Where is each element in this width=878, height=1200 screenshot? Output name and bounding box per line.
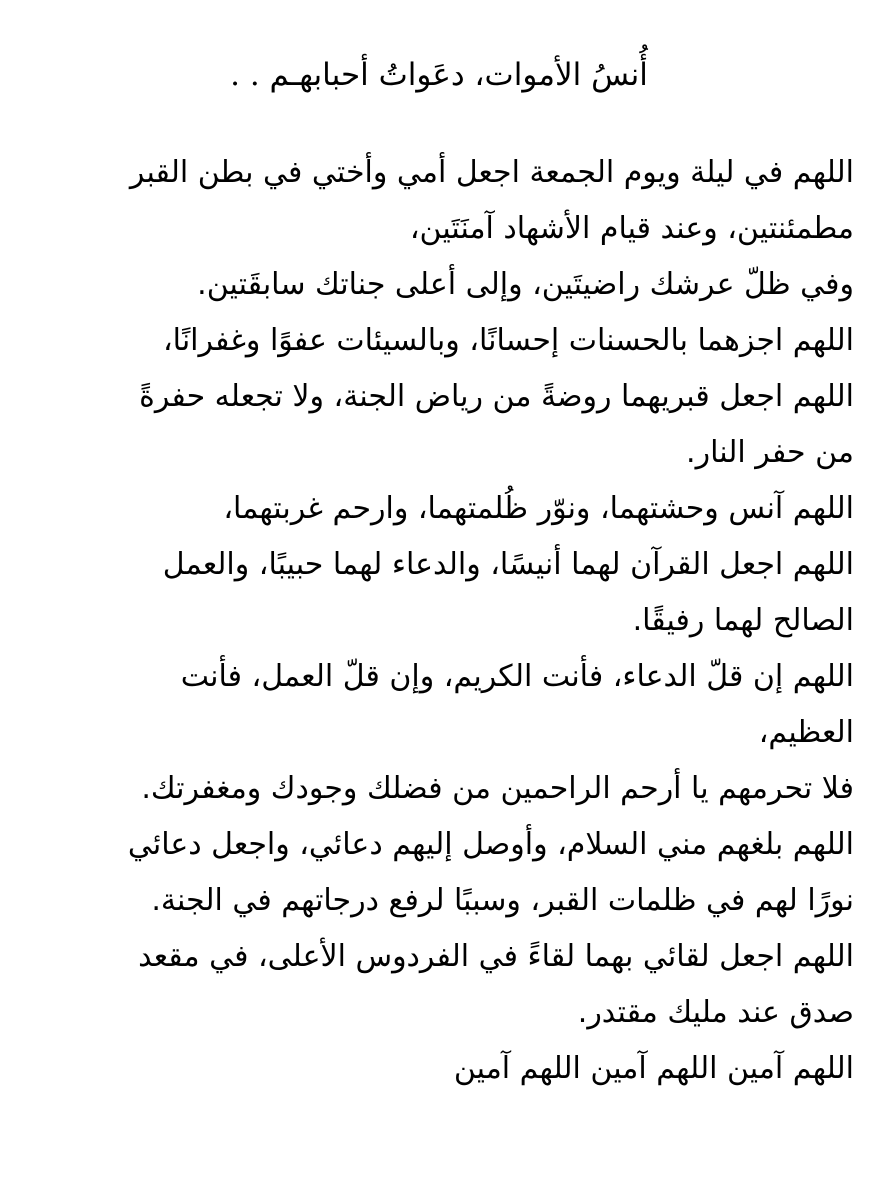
text-line: اللهم إن قلّ الدعاء، فأنت الكريم، وإن قلّ العمل، فأنت (180, 659, 854, 694)
text-line: من حفر النار. (686, 435, 854, 470)
text-line: اللهم في ليلة ويوم الجمعة اجعل أمي وأختي في بطن القبر (129, 155, 854, 190)
text-line: اللهم آنس وحشتهما، ونوّر ظُلمتهما، وارحم غربتهما، (223, 491, 854, 526)
text-line: اللهم اجعل القرآن لهما أنيسًا، والدعاء لهما حبيبًا، والعمل (162, 547, 854, 582)
text-line: العظيم، (758, 715, 854, 750)
text-line: اللهم آمين اللهم آمين اللهم آمين (453, 1051, 854, 1086)
text-line: اللهم اجعل لقائي بهما لقاءً في الفردوس الأعلى، في مقعد (138, 939, 854, 974)
text-line: فلا تحرمهم يا أرحم الراحمين من فضلك وجودك ومغفرتك. (141, 771, 854, 806)
text-line: الصالح لهما رفيقًا. (632, 603, 854, 638)
text-line: اللهم اجعل قبريهما روضةً من رياض الجنة، ولا تجعله حفرةً (139, 379, 854, 414)
text-line: اللهم بلغهم مني السلام، وأوصل إليهم دعائي، واجعل دعائي (127, 827, 854, 862)
text-line: صدق عند مليك مقتدر. (577, 995, 854, 1030)
text-line: نورًا لهم في ظلمات القبر، وسببًا لرفع درجاتهم في الجنة. (151, 883, 854, 918)
text-line: وفي ظلّ عرشك راضيتَين، وإلى أعلى جناتك سابقَتين. (197, 267, 854, 302)
prayer-text (18, 145, 854, 1097)
text-line: مطمئنتين، وعند قيام الأشهاد آمنَتَين، (409, 211, 854, 246)
text-line: اللهم اجزهما بالحسنات إحسانًا، وبالسيئات عفوًا وغفرانًا، (163, 323, 854, 358)
document-title: أُنسُ الأموات، دعَواتُ أحبابهـم . . (230, 57, 648, 93)
